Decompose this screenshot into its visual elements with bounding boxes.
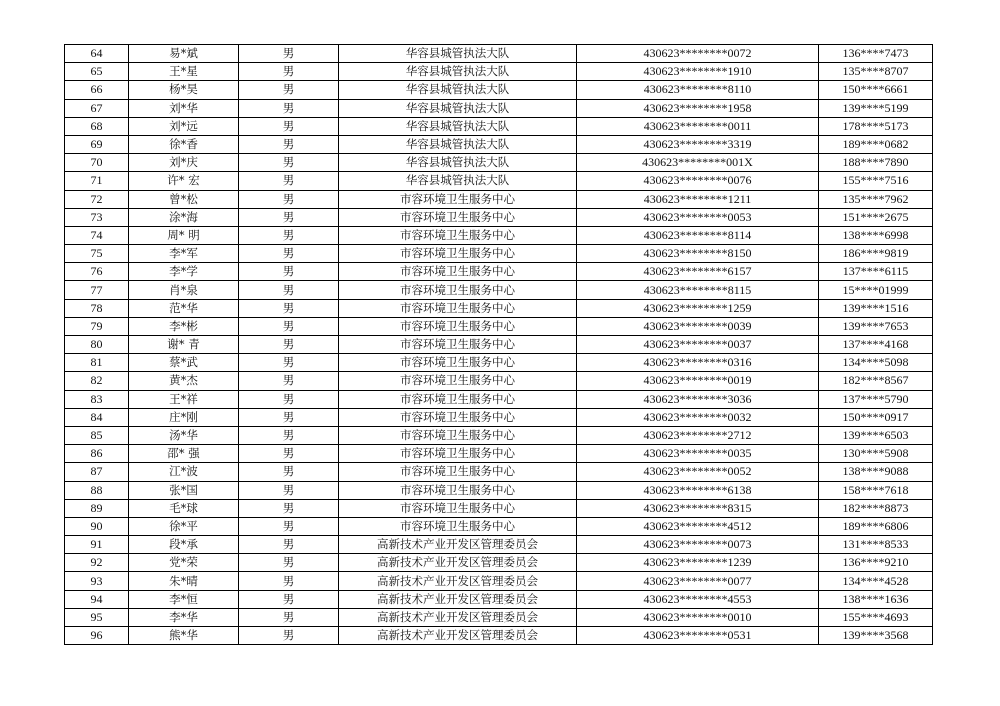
unit-cell: 市容环境卫生服务中心 — [339, 245, 577, 263]
phone-cell: 150****0917 — [819, 408, 933, 426]
table-row — [65, 81, 933, 99]
name-cell: 蔡*武 — [129, 354, 239, 372]
table-row — [65, 590, 933, 608]
row-number-cell: 82 — [65, 372, 129, 390]
row-number-cell: 80 — [65, 336, 129, 354]
table-row — [65, 190, 933, 208]
gender-cell: 男 — [239, 536, 339, 554]
table-row — [65, 45, 933, 63]
name-cell: 王*祥 — [129, 390, 239, 408]
id-number-cell: 430623********0316 — [577, 354, 819, 372]
gender-cell: 男 — [239, 426, 339, 444]
name-cell: 谢* 青 — [129, 336, 239, 354]
id-number-cell: 430623********0019 — [577, 372, 819, 390]
name-cell: 王*星 — [129, 63, 239, 81]
name-cell: 许* 宏 — [129, 172, 239, 190]
name-cell: 涂*海 — [129, 208, 239, 226]
table-row — [65, 408, 933, 426]
row-number-cell: 96 — [65, 627, 129, 645]
gender-cell: 男 — [239, 172, 339, 190]
unit-cell: 华容县城管执法大队 — [339, 45, 577, 63]
gender-cell: 男 — [239, 63, 339, 81]
name-cell: 朱*晴 — [129, 572, 239, 590]
unit-cell: 市容环境卫生服务中心 — [339, 499, 577, 517]
table-row — [65, 572, 933, 590]
table-row — [65, 263, 933, 281]
unit-cell: 高新技术产业开发区管理委员会 — [339, 536, 577, 554]
id-number-cell: 430623********0011 — [577, 117, 819, 135]
table-row — [65, 608, 933, 626]
table-row — [65, 517, 933, 535]
id-number-cell: 430623********0037 — [577, 336, 819, 354]
row-number-cell: 64 — [65, 45, 129, 63]
phone-cell: 139****5199 — [819, 99, 933, 117]
unit-cell: 华容县城管执法大队 — [339, 81, 577, 99]
id-number-cell: 430623********3036 — [577, 390, 819, 408]
phone-cell: 188****7890 — [819, 154, 933, 172]
table-row — [65, 481, 933, 499]
unit-cell: 华容县城管执法大队 — [339, 63, 577, 81]
gender-cell: 男 — [239, 408, 339, 426]
row-number-cell: 67 — [65, 99, 129, 117]
table-row — [65, 63, 933, 81]
gender-cell: 男 — [239, 190, 339, 208]
name-cell: 李*华 — [129, 608, 239, 626]
row-number-cell: 86 — [65, 445, 129, 463]
name-cell: 黄*杰 — [129, 372, 239, 390]
id-number-cell: 430623********0010 — [577, 608, 819, 626]
table-row — [65, 208, 933, 226]
row-number-cell: 79 — [65, 317, 129, 335]
gender-cell: 男 — [239, 372, 339, 390]
phone-cell: 151****2675 — [819, 208, 933, 226]
id-number-cell: 430623********0032 — [577, 408, 819, 426]
unit-cell: 市容环境卫生服务中心 — [339, 390, 577, 408]
phone-cell: 137****4168 — [819, 336, 933, 354]
id-number-cell: 430623********1239 — [577, 554, 819, 572]
gender-cell: 男 — [239, 590, 339, 608]
table-row — [65, 336, 933, 354]
unit-cell: 华容县城管执法大队 — [339, 117, 577, 135]
gender-cell: 男 — [239, 263, 339, 281]
phone-cell: 134****4528 — [819, 572, 933, 590]
gender-cell: 男 — [239, 45, 339, 63]
unit-cell: 市容环境卫生服务中心 — [339, 481, 577, 499]
phone-cell: 139****6503 — [819, 426, 933, 444]
name-cell: 范*华 — [129, 299, 239, 317]
id-number-cell: 430623********4553 — [577, 590, 819, 608]
row-number-cell: 87 — [65, 463, 129, 481]
unit-cell: 市容环境卫生服务中心 — [339, 426, 577, 444]
table-row — [65, 245, 933, 263]
name-cell: 庄*刚 — [129, 408, 239, 426]
unit-cell: 高新技术产业开发区管理委员会 — [339, 590, 577, 608]
name-cell: 刘*华 — [129, 99, 239, 117]
gender-cell: 男 — [239, 81, 339, 99]
unit-cell: 市容环境卫生服务中心 — [339, 226, 577, 244]
row-number-cell: 81 — [65, 354, 129, 372]
phone-cell: 150****6661 — [819, 81, 933, 99]
name-cell: 李*恒 — [129, 590, 239, 608]
row-number-cell: 85 — [65, 426, 129, 444]
unit-cell: 市容环境卫生服务中心 — [339, 208, 577, 226]
gender-cell: 男 — [239, 117, 339, 135]
row-number-cell: 68 — [65, 117, 129, 135]
gender-cell: 男 — [239, 281, 339, 299]
table-row — [65, 172, 933, 190]
gender-cell: 男 — [239, 608, 339, 626]
unit-cell: 市容环境卫生服务中心 — [339, 372, 577, 390]
phone-cell: 178****5173 — [819, 117, 933, 135]
name-cell: 李*彬 — [129, 317, 239, 335]
row-number-cell: 74 — [65, 226, 129, 244]
row-number-cell: 95 — [65, 608, 129, 626]
row-number-cell: 84 — [65, 408, 129, 426]
name-cell: 周* 明 — [129, 226, 239, 244]
phone-cell: 130****5908 — [819, 445, 933, 463]
id-number-cell: 430623********8110 — [577, 81, 819, 99]
row-number-cell: 91 — [65, 536, 129, 554]
gender-cell: 男 — [239, 572, 339, 590]
id-number-cell: 430623********0531 — [577, 627, 819, 645]
gender-cell: 男 — [239, 554, 339, 572]
table-row — [65, 354, 933, 372]
gender-cell: 男 — [239, 154, 339, 172]
table-row — [65, 281, 933, 299]
gender-cell: 男 — [239, 499, 339, 517]
gender-cell: 男 — [239, 336, 339, 354]
name-cell: 易*斌 — [129, 45, 239, 63]
unit-cell: 市容环境卫生服务中心 — [339, 354, 577, 372]
unit-cell: 市容环境卫生服务中心 — [339, 317, 577, 335]
name-cell: 徐*平 — [129, 517, 239, 535]
table-row — [65, 154, 933, 172]
id-number-cell: 430623********0053 — [577, 208, 819, 226]
phone-cell: 135****8707 — [819, 63, 933, 81]
name-cell: 邵* 强 — [129, 445, 239, 463]
name-cell: 曾*松 — [129, 190, 239, 208]
name-cell: 党*荣 — [129, 554, 239, 572]
unit-cell: 高新技术产业开发区管理委员会 — [339, 554, 577, 572]
unit-cell: 市容环境卫生服务中心 — [339, 190, 577, 208]
id-number-cell: 430623********8150 — [577, 245, 819, 263]
gender-cell: 男 — [239, 390, 339, 408]
phone-cell: 134****5098 — [819, 354, 933, 372]
gender-cell: 男 — [239, 317, 339, 335]
id-number-cell: 430623********0039 — [577, 317, 819, 335]
unit-cell: 市容环境卫生服务中心 — [339, 299, 577, 317]
name-cell: 徐*香 — [129, 135, 239, 153]
gender-cell: 男 — [239, 299, 339, 317]
phone-cell: 139****3568 — [819, 627, 933, 645]
row-number-cell: 88 — [65, 481, 129, 499]
unit-cell: 市容环境卫生服务中心 — [339, 281, 577, 299]
id-number-cell: 430623********0073 — [577, 536, 819, 554]
row-number-cell: 65 — [65, 63, 129, 81]
table-row — [65, 499, 933, 517]
id-number-cell: 430623********6157 — [577, 263, 819, 281]
gender-cell: 男 — [239, 99, 339, 117]
gender-cell: 男 — [239, 208, 339, 226]
id-number-cell: 430623********1958 — [577, 99, 819, 117]
name-cell: 张*国 — [129, 481, 239, 499]
unit-cell: 高新技术产业开发区管理委员会 — [339, 627, 577, 645]
id-number-cell: 430623********8315 — [577, 499, 819, 517]
table-row — [65, 99, 933, 117]
unit-cell: 高新技术产业开发区管理委员会 — [339, 608, 577, 626]
gender-cell: 男 — [239, 481, 339, 499]
roster-sheet — [64, 44, 932, 645]
row-number-cell: 72 — [65, 190, 129, 208]
roster-table-body — [65, 45, 933, 645]
id-number-cell: 430623********4512 — [577, 517, 819, 535]
unit-cell: 市容环境卫生服务中心 — [339, 263, 577, 281]
phone-cell: 136****9210 — [819, 554, 933, 572]
phone-cell: 138****9088 — [819, 463, 933, 481]
row-number-cell: 94 — [65, 590, 129, 608]
row-number-cell: 66 — [65, 81, 129, 99]
gender-cell: 男 — [239, 517, 339, 535]
gender-cell: 男 — [239, 245, 339, 263]
name-cell: 李*军 — [129, 245, 239, 263]
name-cell: 肖*泉 — [129, 281, 239, 299]
phone-cell: 138****1636 — [819, 590, 933, 608]
unit-cell: 市容环境卫生服务中心 — [339, 463, 577, 481]
row-number-cell: 90 — [65, 517, 129, 535]
id-number-cell: 430623********0072 — [577, 45, 819, 63]
gender-cell: 男 — [239, 445, 339, 463]
table-row — [65, 372, 933, 390]
row-number-cell: 76 — [65, 263, 129, 281]
phone-cell: 182****8873 — [819, 499, 933, 517]
id-number-cell: 430623********1910 — [577, 63, 819, 81]
phone-cell: 137****5790 — [819, 390, 933, 408]
table-row — [65, 536, 933, 554]
unit-cell: 华容县城管执法大队 — [339, 135, 577, 153]
id-number-cell: 430623********0076 — [577, 172, 819, 190]
row-number-cell: 73 — [65, 208, 129, 226]
phone-cell: 15****01999 — [819, 281, 933, 299]
unit-cell: 市容环境卫生服务中心 — [339, 517, 577, 535]
phone-cell: 139****1516 — [819, 299, 933, 317]
row-number-cell: 71 — [65, 172, 129, 190]
row-number-cell: 75 — [65, 245, 129, 263]
phone-cell: 138****6998 — [819, 226, 933, 244]
gender-cell: 男 — [239, 226, 339, 244]
phone-cell: 135****7962 — [819, 190, 933, 208]
unit-cell: 华容县城管执法大队 — [339, 99, 577, 117]
name-cell: 刘*庆 — [129, 154, 239, 172]
phone-cell: 189****0682 — [819, 135, 933, 153]
id-number-cell: 430623********0077 — [577, 572, 819, 590]
gender-cell: 男 — [239, 135, 339, 153]
id-number-cell: 430623********3319 — [577, 135, 819, 153]
unit-cell: 华容县城管执法大队 — [339, 172, 577, 190]
row-number-cell: 69 — [65, 135, 129, 153]
name-cell: 江*波 — [129, 463, 239, 481]
row-number-cell: 83 — [65, 390, 129, 408]
gender-cell: 男 — [239, 463, 339, 481]
phone-cell: 139****7653 — [819, 317, 933, 335]
name-cell: 刘*远 — [129, 117, 239, 135]
row-number-cell: 70 — [65, 154, 129, 172]
id-number-cell: 430623********2712 — [577, 426, 819, 444]
unit-cell: 市容环境卫生服务中心 — [339, 336, 577, 354]
roster-table — [64, 44, 933, 645]
unit-cell: 华容县城管执法大队 — [339, 154, 577, 172]
name-cell: 杨*昊 — [129, 81, 239, 99]
id-number-cell: 430623********0052 — [577, 463, 819, 481]
phone-cell: 137****6115 — [819, 263, 933, 281]
unit-cell: 市容环境卫生服务中心 — [339, 445, 577, 463]
name-cell: 熊*华 — [129, 627, 239, 645]
phone-cell: 189****6806 — [819, 517, 933, 535]
id-number-cell: 430623********1259 — [577, 299, 819, 317]
row-number-cell: 93 — [65, 572, 129, 590]
id-number-cell: 430623********8114 — [577, 226, 819, 244]
phone-cell: 136****7473 — [819, 45, 933, 63]
id-number-cell: 430623********8115 — [577, 281, 819, 299]
name-cell: 毛*球 — [129, 499, 239, 517]
table-row — [65, 135, 933, 153]
name-cell: 李*学 — [129, 263, 239, 281]
phone-cell: 131****8533 — [819, 536, 933, 554]
table-row — [65, 117, 933, 135]
phone-cell: 158****7618 — [819, 481, 933, 499]
table-row — [65, 317, 933, 335]
gender-cell: 男 — [239, 354, 339, 372]
unit-cell: 高新技术产业开发区管理委员会 — [339, 572, 577, 590]
phone-cell: 155****7516 — [819, 172, 933, 190]
id-number-cell: 430623********1211 — [577, 190, 819, 208]
phone-cell: 155****4693 — [819, 608, 933, 626]
row-number-cell: 92 — [65, 554, 129, 572]
row-number-cell: 89 — [65, 499, 129, 517]
row-number-cell: 78 — [65, 299, 129, 317]
phone-cell: 182****8567 — [819, 372, 933, 390]
table-row — [65, 226, 933, 244]
id-number-cell: 430623********0035 — [577, 445, 819, 463]
name-cell: 汤*华 — [129, 426, 239, 444]
phone-cell: 186****9819 — [819, 245, 933, 263]
table-row — [65, 426, 933, 444]
table-row — [65, 554, 933, 572]
table-row — [65, 390, 933, 408]
id-number-cell: 430623********6138 — [577, 481, 819, 499]
id-number-cell: 430623********001X — [577, 154, 819, 172]
table-row — [65, 445, 933, 463]
table-row — [65, 463, 933, 481]
unit-cell: 市容环境卫生服务中心 — [339, 408, 577, 426]
table-row — [65, 627, 933, 645]
gender-cell: 男 — [239, 627, 339, 645]
name-cell: 段*承 — [129, 536, 239, 554]
table-row — [65, 299, 933, 317]
row-number-cell: 77 — [65, 281, 129, 299]
